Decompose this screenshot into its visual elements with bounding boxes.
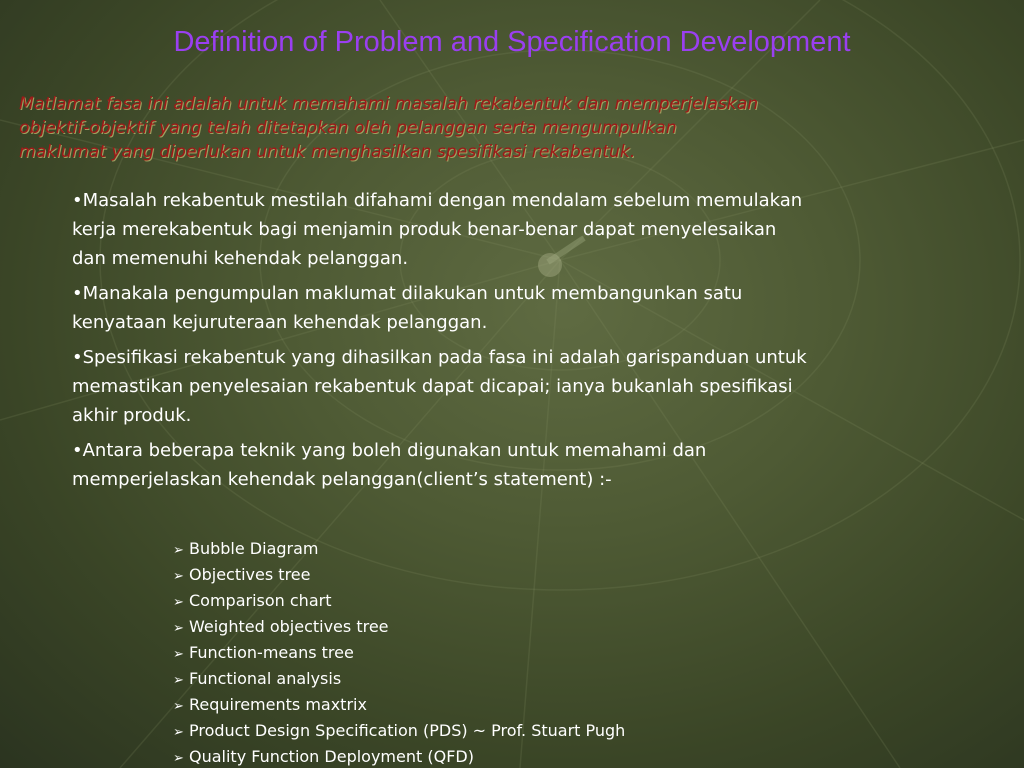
technique-item (173, 719, 625, 745)
technique-label: Requirements maxtrix (189, 695, 367, 714)
bullet-line: memperjelaskan kehendak pelanggan(client’s statement) :- (72, 469, 612, 490)
technique-item (173, 537, 625, 563)
bullet-line: kenyataan kejuruteraan kehendak pelanggan. (72, 312, 488, 333)
arrow-bullet-icon: ➢ (173, 673, 184, 688)
bullet-list (72, 186, 1012, 500)
bullet-item (72, 436, 1012, 494)
technique-item (173, 641, 625, 667)
technique-item (173, 693, 625, 719)
bullet-line: •Antara beberapa teknik yang boleh digunakan untuk memahami dan (72, 440, 707, 461)
arrow-bullet-icon: ➢ (173, 595, 184, 610)
bullet-item (72, 343, 1012, 430)
intro-line: maklumat yang diperlukan untuk menghasilkan spesifikasi rekabentuk. (19, 142, 636, 162)
intro-paragraph (19, 92, 1019, 164)
technique-label: Weighted objectives tree (189, 617, 389, 636)
bullet-item (72, 279, 1012, 337)
arrow-bullet-icon: ➢ (173, 725, 184, 740)
technique-label: Product Design Specification (PDS) ~ Prof. Stuart Pugh (189, 721, 626, 740)
technique-label: Functional analysis (189, 669, 342, 688)
bullet-line: •Manakala pengumpulan maklumat dilakukan untuk membangunkan satu (72, 283, 743, 304)
technique-item (173, 745, 625, 768)
bullet-line: kerja merekabentuk bagi menjamin produk benar-benar dapat menyelesaikan (72, 219, 777, 240)
bullet-line: •Spesifikasi rekabentuk yang dihasilkan pada fasa ini adalah garispanduan untuk (72, 347, 807, 368)
intro-line: Matlamat fasa ini adalah untuk memahami masalah rekabentuk dan memperjelaskan (19, 94, 759, 114)
intro-line: objektif-objektif yang telah ditetapkan oleh pelanggan serta mengumpulkan (19, 118, 677, 138)
technique-item (173, 615, 625, 641)
technique-label: Objectives tree (189, 565, 311, 584)
technique-item (173, 589, 625, 615)
arrow-bullet-icon: ➢ (173, 543, 184, 558)
technique-label: Function-means tree (189, 643, 354, 662)
bullet-line: memastikan penyelesaian rekabentuk dapat dicapai; ianya bukanlah spesifikasi (72, 376, 793, 397)
bullet-line: •Masalah rekabentuk mestilah difahami dengan mendalam sebelum memulakan (72, 190, 803, 211)
arrow-bullet-icon: ➢ (173, 569, 184, 584)
technique-label: Bubble Diagram (189, 539, 319, 558)
arrow-bullet-icon: ➢ (173, 751, 184, 766)
technique-list (173, 537, 625, 768)
technique-label: Quality Function Deployment (QFD) (189, 747, 474, 766)
technique-label: Comparison chart (189, 591, 332, 610)
technique-item (173, 563, 625, 589)
arrow-bullet-icon: ➢ (173, 647, 184, 662)
bullet-line: akhir produk. (72, 405, 192, 426)
bullet-item (72, 186, 1012, 273)
bullet-line: dan memenuhi kehendak pelanggan. (72, 248, 409, 269)
technique-item (173, 667, 625, 693)
slide-title: Definition of Problem and Specification Development (173, 26, 851, 58)
arrow-bullet-icon: ➢ (173, 699, 184, 714)
arrow-bullet-icon: ➢ (173, 621, 184, 636)
